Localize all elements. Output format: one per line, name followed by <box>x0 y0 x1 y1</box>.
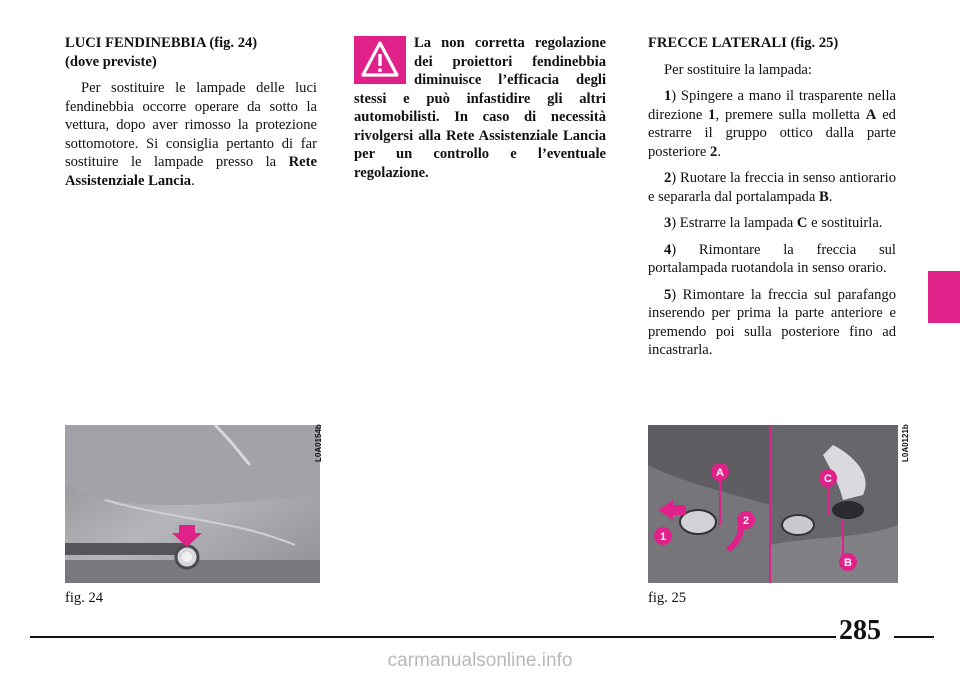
para-end: . <box>191 172 195 189</box>
step-5 <box>648 286 896 360</box>
label-1: 1 <box>659 531 667 543</box>
intro-text: Per sostituire la lampada: <box>664 61 812 78</box>
step-text: ) Estrarre la lampada <box>671 215 797 231</box>
step-1 <box>648 87 896 161</box>
step-text: ) Rimontare la freccia sul portalampada ruotandola in senso orario. <box>648 241 896 276</box>
fig24-code: L0A0154b <box>314 424 323 462</box>
label-a: A <box>716 467 724 479</box>
left-column <box>65 34 317 198</box>
step-4 <box>648 241 896 278</box>
fig25-photo <box>648 425 898 583</box>
step-2 <box>648 169 896 206</box>
fig24-photo <box>65 425 320 583</box>
step-num: 1 <box>664 88 672 104</box>
section-heading-fog-lights <box>65 34 317 71</box>
fig25-code: L0A0121b <box>901 424 910 462</box>
warning-triangle-icon <box>354 36 406 84</box>
step-text: , premere sulla molletta <box>715 106 866 123</box>
watermark: carmanualsonline.info <box>387 650 573 671</box>
step-text: ) Spingere a mano il trasparente nella direzione <box>648 88 896 123</box>
step-ref: 1 <box>708 106 716 123</box>
step-ref: B <box>818 188 829 205</box>
label-c: C <box>824 473 832 485</box>
step-text: ed estrarre il gruppo ottico dalla parte posteriore <box>648 106 896 160</box>
fig24-caption: fig. 24 <box>65 590 104 606</box>
para-bold: Rete Assistenziale Lancia <box>65 154 317 189</box>
step-ref: C <box>796 215 808 231</box>
step-ref: A <box>865 106 877 123</box>
footer-rule-left <box>30 636 836 638</box>
label-2: 2 <box>742 515 750 527</box>
fog-lights-paragraph <box>65 79 317 190</box>
step-num: 2 <box>664 170 672 186</box>
step-num: 4 <box>664 241 672 258</box>
warning-text: La non corretta regolazione dei proiettori fendinebbia diminuisce l’efficacia degli stessi e può infastidire gli altri automobilisti. In caso di necessità rivolgersi alla Rete Assistenziale Lancia per un controllo e l’eventuale regolazione. <box>354 35 606 181</box>
step-text: . <box>828 188 833 205</box>
footer-rule-right <box>894 636 934 638</box>
step-ref: 2 <box>710 143 718 160</box>
label-b: B <box>844 557 852 569</box>
heading-main: LUCI FENDINEBBIA (fig. 24) <box>65 35 258 51</box>
fig24-illustration <box>65 425 320 583</box>
section-tab-marker <box>928 271 960 323</box>
heading-sub: (dove previste) <box>65 53 157 70</box>
fig25-illustration <box>648 425 898 583</box>
step-text: ) Rimontare la freccia sul parafango inserendo per prima la parte anteriore e premendo poi sulla posteriore fino ad incastrarla. <box>648 286 896 358</box>
step-num: 5 <box>664 286 672 303</box>
step-text: . <box>717 143 721 160</box>
right-column <box>648 34 896 368</box>
step-text: e sostituirla. <box>807 215 883 231</box>
warning-column <box>354 34 606 182</box>
step-text: ) Ruotare la freccia in senso antiorario e separarla dal portalampada <box>648 170 896 205</box>
para-text: Per sostituire le lampade delle luci fendinebbia occorre operare da sotto la vettura, dopo aver rimosso la protezione sottomotore. Si consiglia pertanto di far sostituire le lampade presso la <box>65 80 317 170</box>
fig25-caption: fig. 25 <box>648 590 687 606</box>
section-heading-side-indicators: FRECCE LATERALI (fig. 25) <box>648 35 839 51</box>
step-num: 3 <box>664 215 672 231</box>
step-3 <box>648 214 896 233</box>
page-number: 285 <box>839 615 881 646</box>
